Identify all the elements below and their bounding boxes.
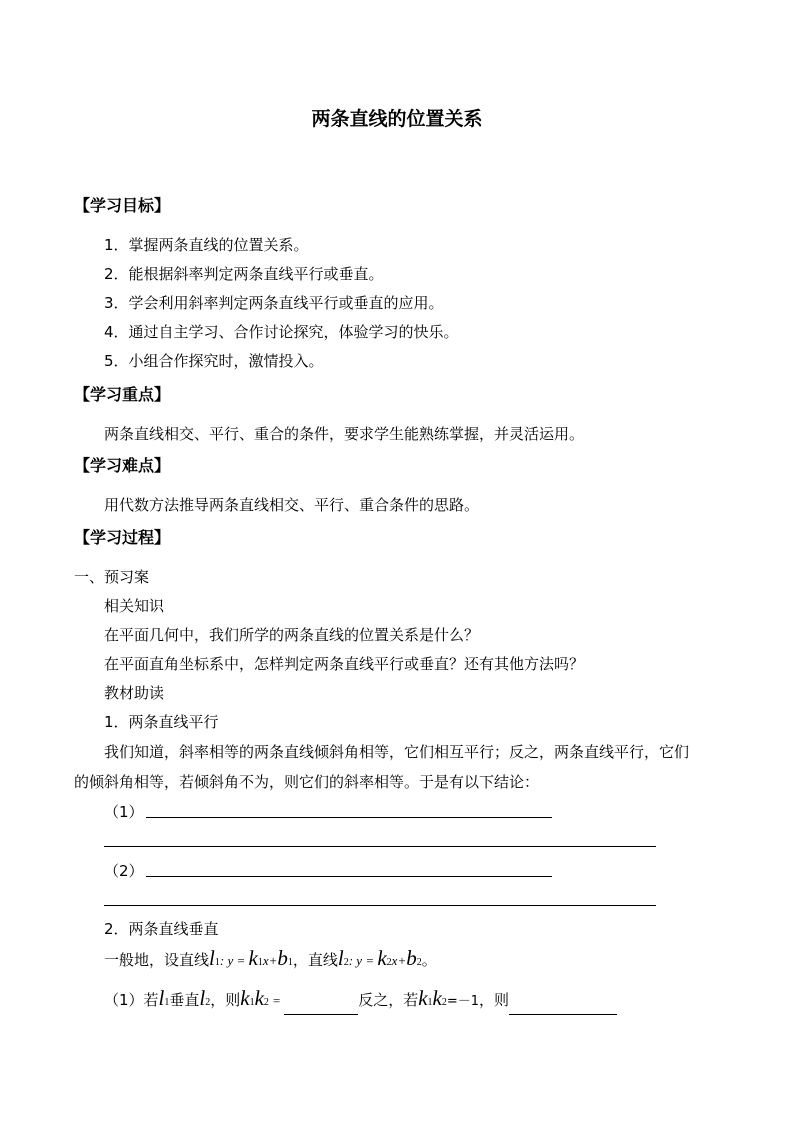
goal-item: 5．小组合作探究时，激情投入。 — [104, 352, 324, 370]
goal-item: 2．能根据斜率判定两条直线平行或垂直。 — [104, 265, 384, 283]
subheading-parallel: 1．两条直线平行 — [104, 713, 219, 731]
perp-text: （1）若 — [104, 991, 159, 1009]
part-heading: 一、预习案 — [74, 568, 150, 586]
subheading-perpendicular: 2．两条直线垂直 — [104, 920, 219, 938]
k1k2-product: k1k2 — [418, 986, 447, 1010]
perp-text: ，则 — [210, 991, 241, 1009]
neg-one-value: =－1 — [446, 994, 480, 1009]
goal-item: 3．学会利用斜率判定两条直线平行或垂直的应用。 — [104, 294, 444, 312]
subheading-related: 相关知识 — [104, 597, 165, 615]
l1-symbol: l1 — [158, 986, 170, 1010]
general-form-text: ，直线 — [292, 951, 338, 969]
answer-line[interactable] — [146, 817, 552, 818]
perp-text: ，则 — [479, 991, 510, 1009]
subheading-reading: 教材助读 — [104, 684, 165, 702]
line-1-equation: l1: y = k1x+b1 — [209, 946, 293, 970]
question-1: 在平面几何中，我们所学的两条直线的位置关系是什么？ — [104, 626, 480, 644]
section-heading-key: 【学习重点】 — [74, 385, 171, 404]
general-form-end: 。 — [421, 951, 437, 969]
blank-label: （1） — [104, 803, 144, 821]
answer-line[interactable] — [104, 905, 656, 906]
goal-item: 4．通过自主学习、合作讨论探究，体验学习的快乐。 — [104, 323, 459, 341]
paragraph-line: 的倾斜角相等，若倾斜角不为，则它们的斜率相等。于是有以下结论： — [74, 773, 540, 791]
perpendicular-line — [104, 986, 617, 1015]
answer-line[interactable] — [146, 876, 552, 877]
answer-line[interactable] — [104, 846, 656, 847]
line-2-equation: l2: y = k2x+b2 — [337, 946, 422, 970]
answer-blank[interactable] — [284, 996, 358, 1015]
perp-text: 反之，若 — [358, 991, 419, 1009]
question-2: 在平面直角坐标系中，怎样判定两条直线平行或垂直？还有其他方法吗？ — [104, 655, 585, 673]
general-form-line — [104, 946, 437, 975]
k1k2-product: k1k2 = — [240, 986, 285, 1010]
answer-blank[interactable] — [509, 996, 617, 1015]
blank-label: （2） — [104, 862, 144, 880]
goal-item: 1．掌握两条直线的位置关系。 — [104, 236, 309, 254]
section-heading-goals: 【学习目标】 — [74, 196, 171, 215]
difficulty-text: 用代数方法推导两条直线相交、平行、重合条件的思路。 — [104, 496, 480, 514]
page-title: 两条直线的位置关系 — [311, 108, 483, 130]
paragraph-line: 我们知道，斜率相等的两条直线倾斜角相等，它们相互平行；反之，两条直线平行，它们 — [104, 743, 690, 761]
general-form-text: 一般地，设直线 — [104, 951, 210, 969]
l2-symbol: l2 — [199, 986, 211, 1010]
key-text: 两条直线相交、平行、重合的条件，要求学生能熟练掌握，并灵活运用。 — [104, 425, 585, 443]
perp-text: 垂直 — [169, 991, 200, 1009]
section-heading-difficulty: 【学习难点】 — [74, 456, 171, 475]
section-heading-process: 【学习过程】 — [74, 528, 171, 547]
